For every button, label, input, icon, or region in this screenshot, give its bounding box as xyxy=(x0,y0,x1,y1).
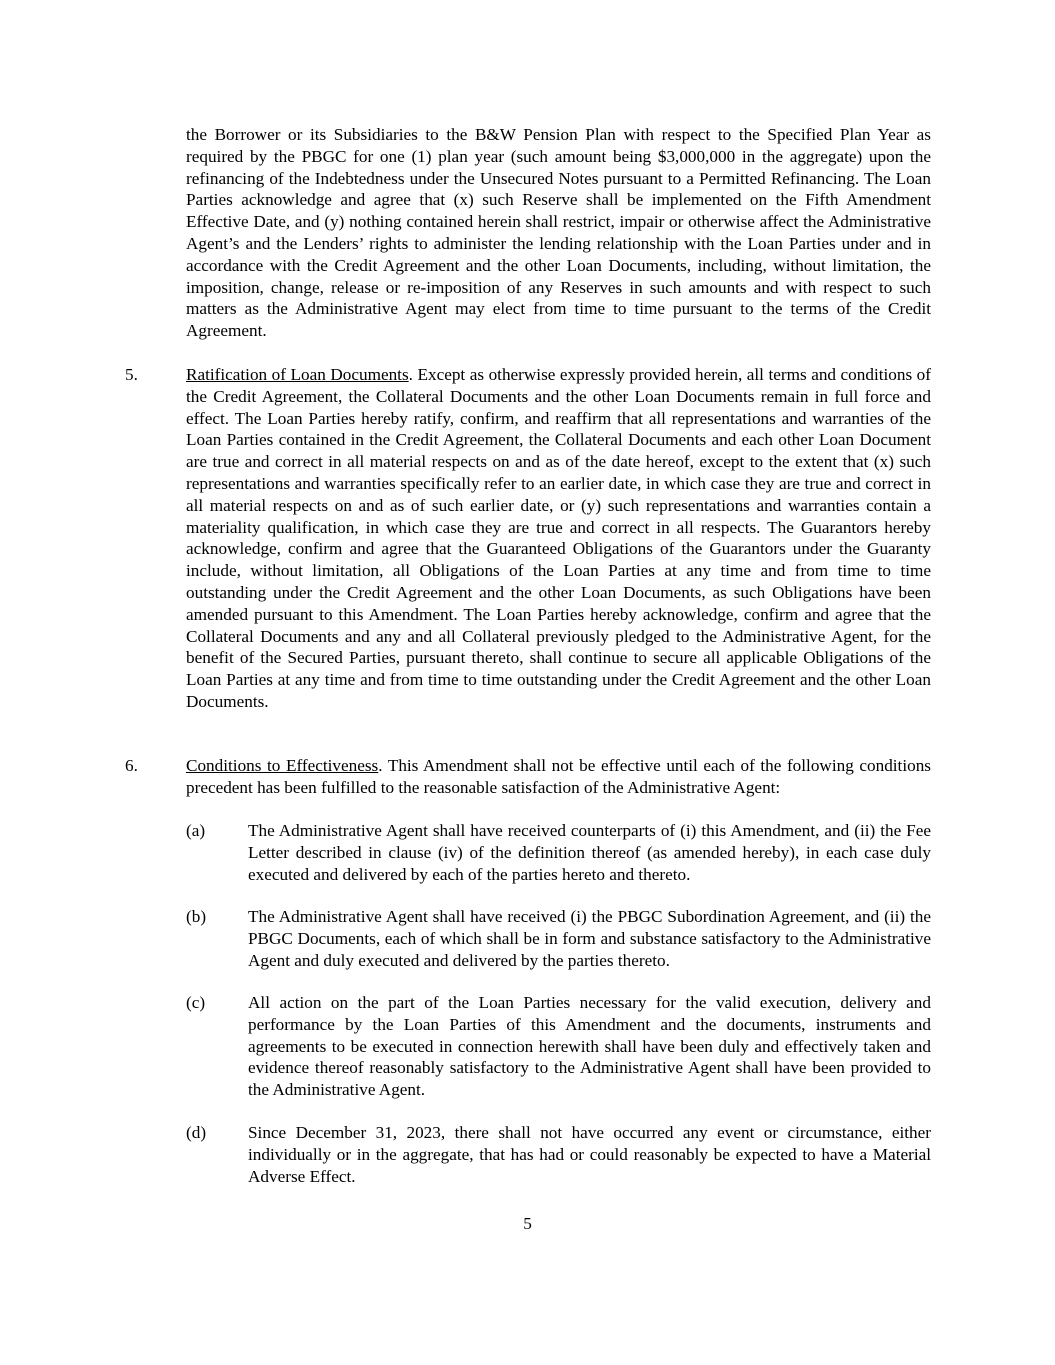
item-b-label: (b) xyxy=(186,907,207,926)
section-5-number: 5. xyxy=(125,365,138,384)
section-5-paragraph xyxy=(186,364,931,713)
item-d-text: Since December 31, 2023, there shall not have occurred any event or circumstance, either individually or in the aggregate, that has had or could reasonably be expected to have a Material Adverse Effect. xyxy=(248,1123,931,1186)
section-6-number: 6. xyxy=(125,756,138,775)
section-6-paragraph xyxy=(186,755,931,799)
item-a-label: (a) xyxy=(186,821,206,840)
item-c-text: All action on the part of the Loan Parties necessary for the valid execution, delivery and performance by the Loan Parties of this Amendment and the documents, instruments and agreements to be executed in connection herewith shall have been duly and effectively taken and evidence thereof reasonably satisfactory to the Administrative Agent shall have been provided to the Administrative Agent. xyxy=(248,993,931,1100)
page-number: 5 xyxy=(523,1214,532,1233)
continuation-paragraph: the Borrower or its Subsidiaries to the B&W Pension Plan with respect to the Specified Plan Year as required by the PBGC for one (1) plan year (such amount being $3,000,000 in the aggregate) upon the refinancing of the Indebtedness under the Unsecured Notes pursuant to a Permitted Refinancing. The Loan Parties acknowledge and agree that (x) such Reserve shall be implemented on the Fifth Amendment Effective Date, and (y) nothing contained herein shall restrict, impair or otherwise affect the Administrative Agent’s and the Lenders’ rights to administer the lending relationship with the Loan Parties under and in accordance with the Credit Agreement and the other Loan Documents, including, without limitation, the imposition, change, release or re-imposition of any Reserves in such amounts and with respect to such matters as the Administrative Agent may elect from time to time pursuant to the terms of the Credit Agreement. xyxy=(186,125,931,341)
item-a-text: The Administrative Agent shall have received counterparts of (i) this Amendment, and (ii) the Fee Letter described in clause (iv) of the definition thereof (as amended hereby), in each case duly executed and delivered by each of the parties hereto and thereto. xyxy=(248,821,931,884)
section-6-body: . This Amendment shall not be effective until each of the following conditions precedent has been fulfilled to the reasonable satisfaction of the Administrative Agent: xyxy=(186,756,931,797)
item-b-text: The Administrative Agent shall have received (i) the PBGC Subordination Agreement, and (ii) the PBGC Documents, each of which shall be in form and substance satisfactory to the Administrative Agent and duly executed and delivered by the parties thereto. xyxy=(248,907,931,970)
section-5-body: . Except as otherwise expressly provided herein, all terms and conditions of the Credit Agreement, the Collateral Documents and the other Loan Documents remain in full force and effect. The Loan Parties hereby ratify, confirm, and reaffirm that all representations and warranties of the Loan Parties contained in the Credit Agreement, the Collateral Documents and each other Loan Document are true and correct in all material respects on and as of the date hereof, except to the extent that (x) such representations and warranties specifically refer to an earlier date, in which case they are true and correct in all material respects on and as of such earlier date, or (y) such representations and warranties contain a materiality qualification, in which case they are true and correct in all respects. The Guarantors hereby acknowledge, confirm and agree that the Guaranteed Obligations of the Guarantors under the Guaranty include, without limitation, all Obligations of the Loan Parties at any time and from time to time outstanding under the Credit Agreement and the other Loan Documents, as such Obligations have been amended pursuant to this Amendment. The Loan Parties hereby acknowledge, confirm and agree that the Collateral Documents and any and all Collateral previously pledged to the Administrative Agent, for the benefit of the Secured Parties, pursuant thereto, shall continue to secure all applicable Obligations of the Loan Parties at any time and from time to time outstanding under the Credit Agreement and the other Loan Documents. xyxy=(186,365,932,711)
section-5-heading: Ratification of Loan Documents xyxy=(186,365,409,384)
item-d-label: (d) xyxy=(186,1123,207,1142)
item-c-label: (c) xyxy=(186,993,206,1012)
section-6-heading: Conditions to Effectiveness xyxy=(186,756,379,775)
